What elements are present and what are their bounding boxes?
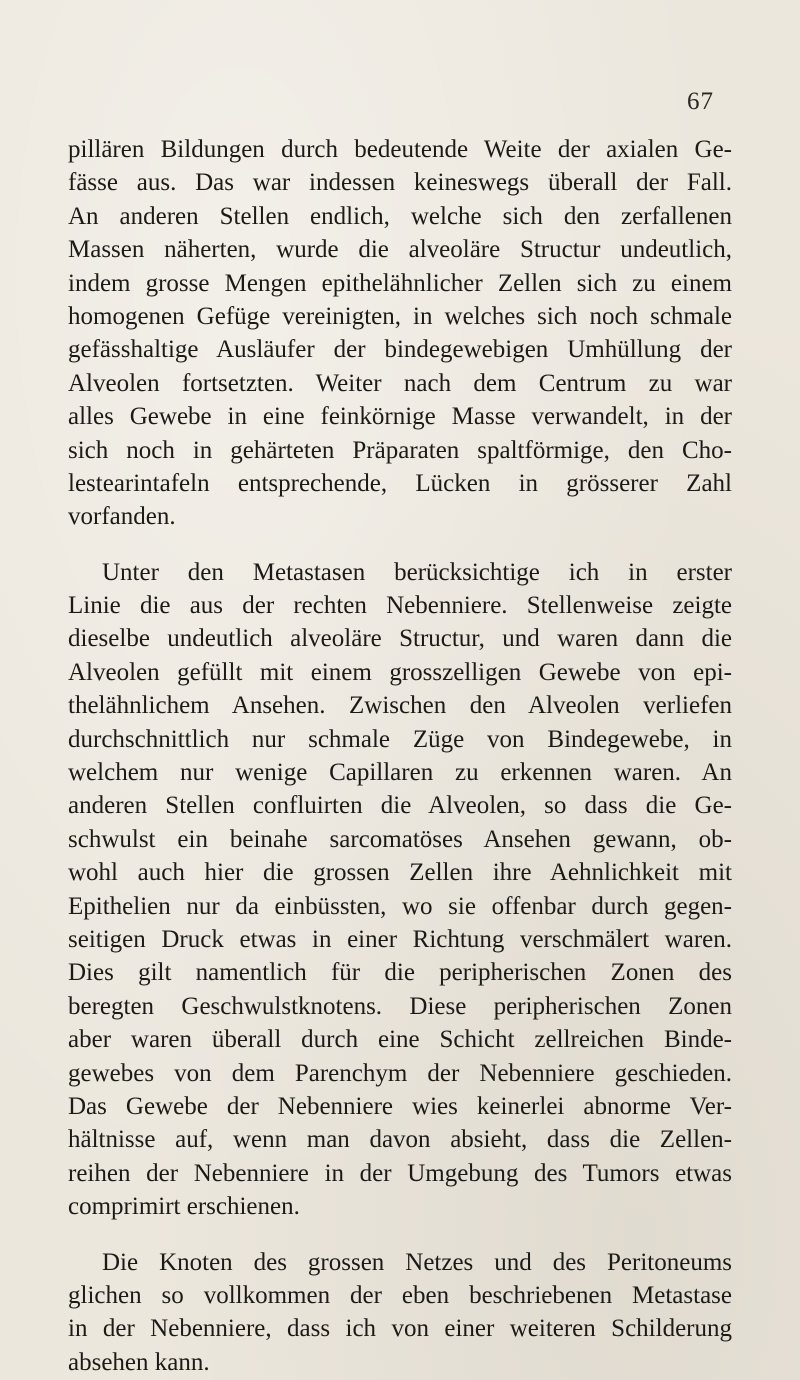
text-line: vorfanden.: [68, 503, 176, 531]
text-line: An anderen Stellen endlich, welche sich den zerfallenen: [68, 202, 732, 230]
text-line: anderen Stellen confluirten die Alveolen, so dass die Ge-: [68, 792, 732, 820]
text-line: durchschnittlich nur schmale Züge von Bindegewebe, in: [68, 725, 732, 753]
text-line: aber waren überall durch eine Schicht zellreichen Binde-: [68, 1026, 732, 1054]
text-line: schwulst ein beinahe sarcomatöses Ansehen gewann, ob-: [68, 825, 732, 853]
text-line: Epithelien nur da einbüssten, wo sie offenbar durch gegen-: [68, 892, 732, 920]
text-line: alles Gewebe in eine feinkörnige Masse verwandelt, in der: [68, 403, 732, 431]
paragraph-1: [68, 133, 732, 534]
page-number: 67: [687, 88, 714, 115]
text-line: Dies gilt namentlich für die peripherischen Zonen des: [68, 959, 732, 987]
text-line: wohl auch hier die grossen Zellen ihre Aehnlichkeit mit: [68, 859, 732, 887]
text-line: Unter den Metastasen berücksichtige ich in erster: [102, 558, 732, 586]
text-line: beregten Geschwulstknotens. Diese peripherischen Zonen: [68, 992, 732, 1020]
text-line: Massen näherten, wurde die alveoläre Structur undeutlich,: [68, 236, 732, 264]
text-line: Das Gewebe der Nebenniere wies keinerlei abnorme Ver-: [68, 1092, 732, 1120]
text-line: Die Knoten des grossen Netzes und des Peritoneums: [102, 1248, 732, 1276]
text-line: welchem nur wenige Capillaren zu erkennen waren. An: [68, 759, 732, 787]
paragraph-2: [68, 556, 732, 1224]
text-line: homogenen Gefüge vereinigten, in welches sich noch schmale: [68, 302, 732, 330]
text-line: sich noch in gehärteten Präparaten spaltförmige, den Cho-: [68, 436, 732, 464]
text-line: absehen kann.: [68, 1348, 210, 1376]
text-line: lestearintafeln entsprechende, Lücken in grösserer Zahl: [68, 469, 732, 497]
text-line: indem grosse Mengen epithelähnlicher Zellen sich zu einem: [68, 269, 732, 297]
text-line: in der Nebenniere, dass ich von einer weiteren Schilderung: [68, 1315, 732, 1343]
text-line: pillären Bildungen durch bedeutende Weite der axialen Ge-: [68, 136, 732, 163]
text-line: seitigen Druck etwas in einer Richtung verschmälert waren.: [68, 925, 732, 953]
text-line: reihen der Nebenniere in der Umgebung des Tumors etwas: [68, 1159, 732, 1187]
paragraph-3: [68, 1246, 732, 1380]
text-line: Alveolen fortsetzten. Weiter nach dem Centrum zu war: [68, 369, 732, 397]
body-text: [68, 133, 732, 1379]
text-line: hältnisse auf, wenn man davon absieht, dass die Zellen-: [68, 1126, 732, 1154]
text-line: Alveolen gefüllt mit einem grosszelligen Gewebe von epi-: [68, 658, 732, 686]
text-line: fässe aus. Das war indessen keineswegs überall der Fall.: [68, 169, 732, 197]
text-line: comprimirt erschienen.: [68, 1193, 300, 1221]
text-line: glichen so vollkommen der eben beschriebenen Metastase: [68, 1281, 732, 1309]
text-line: thelähnlichem Ansehen. Zwischen den Alveolen verliefen: [68, 692, 732, 720]
text-line: gewebes von dem Parenchym der Nebenniere geschieden.: [68, 1059, 732, 1087]
text-line: dieselbe undeutlich alveoläre Structur, und waren dann die: [68, 625, 732, 653]
text-line: Linie die aus der rechten Nebenniere. Stellenweise zeigte: [68, 592, 732, 620]
text-line: gefässhaltige Ausläufer der bindegewebigen Umhüllung der: [68, 336, 732, 364]
